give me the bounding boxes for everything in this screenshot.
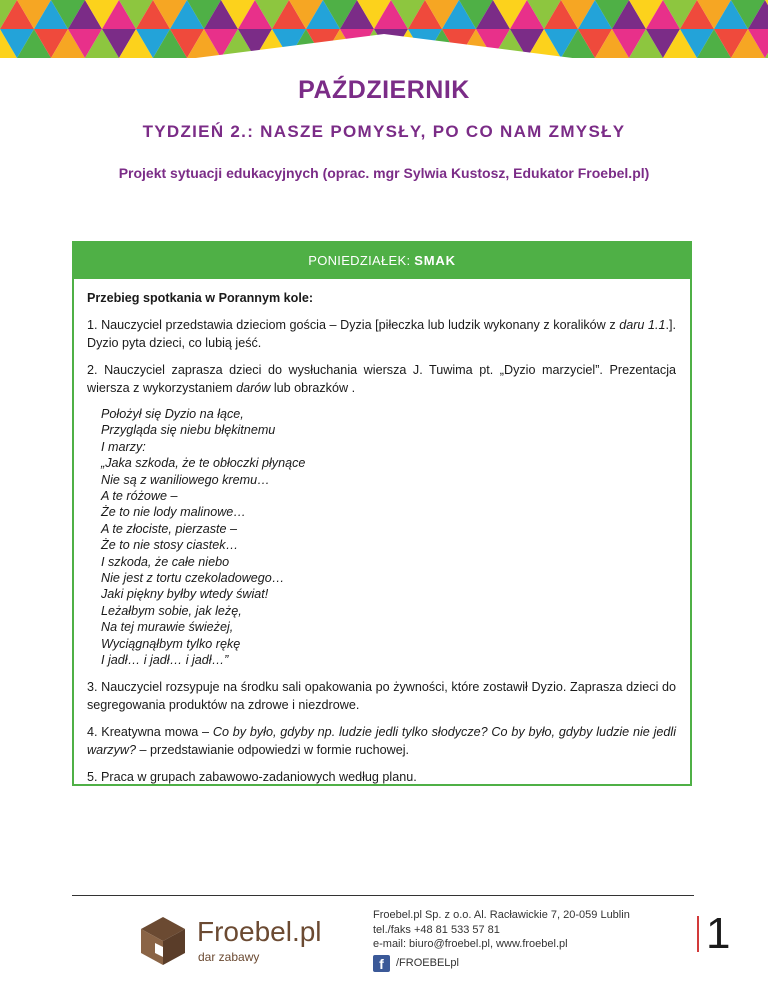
day-label: PONIEDZIAŁEK: — [308, 253, 411, 268]
contact-info — [373, 908, 630, 972]
logo-tagline: dar zabawy — [198, 950, 260, 964]
poem-line: I szkoda, że całe niebo — [101, 554, 230, 569]
lesson-box-header — [74, 243, 690, 279]
logo-name: Froebel.pl — [197, 916, 322, 947]
step-3: 3. Nauczyciel rozsypuje na środku sali opakowania po żywności, które zostawił Dyzio. Zaprasza dzieci do segregowania produktów na zdrowe i niezdrowe. — [87, 679, 676, 712]
footer-divider — [72, 895, 694, 896]
address: Froebel.pl Sp. z o.o. Al. Racławickie 7, 20-059 Lublin — [373, 909, 630, 921]
logo-cube-icon — [137, 915, 189, 967]
triangle-pattern — [0, 0, 768, 60]
week-title: TYDZIEŃ 2.: NASZE POMYSŁY, PO CO NAM ZMYSŁY — [142, 122, 626, 141]
intro-heading: Przebieg spotkania w Porannym kole: — [87, 291, 314, 305]
poem-line: A te złociste, pierzaste – — [101, 521, 238, 536]
page-number: 1 — [706, 909, 731, 958]
poem-line: Że to nie stosy ciastek… — [101, 538, 239, 553]
poem-line: Leżałbym sobie, jak leżę, — [101, 603, 242, 618]
topic-label: SMAK — [414, 253, 456, 268]
facebook-icon: f — [373, 955, 390, 972]
poem-line: Na tej murawie świeżej, — [101, 620, 234, 635]
lesson-box — [72, 241, 692, 786]
facebook-handle[interactable]: /FROEBELpl — [396, 956, 459, 969]
poem-line: Wyciągnąłbym tylko rękę — [101, 636, 241, 651]
poem-line: I jadł… i jadł… i jadł…” — [101, 653, 229, 668]
poem-line: Przygląda się niebu błękitnemu — [101, 423, 276, 438]
step-5: 5. Praca w grupach zabawowo-zadaniowych według planu. — [87, 769, 417, 784]
month-title: PAŹDZIERNIK — [298, 76, 470, 104]
facebook-link[interactable] — [373, 955, 630, 972]
poem-line: Nie jest z tortu czekoladowego… — [101, 571, 285, 586]
poem — [101, 406, 676, 669]
page-marker — [697, 916, 699, 952]
poem-line: Jaki piękny byłby wtedy świat! — [101, 587, 269, 602]
lesson-box-body — [74, 279, 690, 786]
phone: tel./faks +48 81 533 57 81 — [373, 923, 500, 936]
poem-line: Że to nie lody malinowe… — [101, 505, 246, 520]
froebel-logo — [137, 913, 327, 973]
project-subtitle: Projekt sytuacji edukacyjnych (oprac. mgr Sylwia Kustosz, Edukator Froebel.pl) — [118, 165, 650, 181]
poem-line: A te różowe – — [101, 489, 178, 504]
decorative-triangle-banner — [0, 0, 768, 60]
poem-line: I marzy: — [101, 439, 146, 454]
step-4: 4. Kreatywna mowa – Co by było, gdyby np. ludzie jedli tylko słodycze? Co by było, gdyby ludzie nie jedli warzyw? – przedstawianie odpowiedzi w formie ruchowej. — [87, 724, 676, 757]
step-2: 2. Nauczyciel zaprasza dzieci do wysłuchania wiersza J. Tuwima pt. „Dyzio marzyciel”. Prezentacja wiersza z wykorzystaniem darów lub obrazków . — [87, 363, 676, 395]
poem-line: Położył się Dyzio na łące, — [101, 407, 244, 421]
email-website[interactable]: e-mail: biuro@froebel.pl, www.froebel.pl — [373, 938, 568, 950]
poem-line: Nie są z waniliowego kremu… — [101, 472, 270, 487]
step-1: 1. Nauczyciel przedstawia dzieciom gościa – Dyzia [piłeczka lub ludzik wykonany z koralików z daru 1.1.]. Dyzio pyta dzieci, co lubią jeść. — [87, 318, 676, 350]
poem-line: „Jaka szkoda, że te obłoczki płynące — [101, 456, 306, 471]
